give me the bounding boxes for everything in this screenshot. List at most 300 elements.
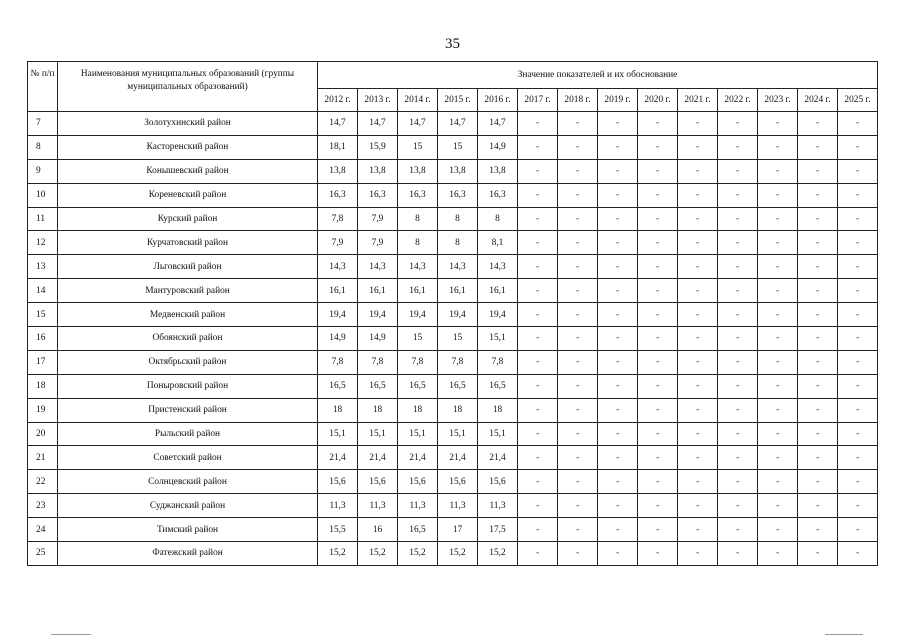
- value-cell: 19,4: [438, 303, 478, 327]
- year-header: 2024 г.: [798, 89, 838, 112]
- table-row: [28, 350, 878, 374]
- value-cell: -: [638, 494, 678, 518]
- value-cell: -: [758, 542, 798, 566]
- value-cell: -: [838, 231, 878, 255]
- value-cell: 21,4: [358, 446, 398, 470]
- municipality-name-cell: Курский район: [58, 207, 318, 231]
- value-cell: -: [838, 446, 878, 470]
- row-number-cell: 23: [28, 494, 58, 518]
- value-cell: 19,4: [478, 303, 518, 327]
- value-cell: -: [798, 231, 838, 255]
- value-cell: 11,3: [398, 494, 438, 518]
- table-row: [28, 183, 878, 207]
- municipality-name-cell: Советский район: [58, 446, 318, 470]
- value-cell: -: [838, 279, 878, 303]
- values-group-header: Значение показателей и их обоснование: [318, 62, 878, 89]
- value-cell: -: [558, 518, 598, 542]
- value-cell: 15,1: [438, 422, 478, 446]
- table-row: [28, 494, 878, 518]
- value-cell: -: [758, 422, 798, 446]
- value-cell: 16,3: [478, 183, 518, 207]
- value-cell: -: [558, 183, 598, 207]
- value-cell: 21,4: [438, 446, 478, 470]
- value-cell: -: [758, 279, 798, 303]
- value-cell: -: [598, 327, 638, 351]
- value-cell: -: [718, 303, 758, 327]
- value-cell: -: [678, 207, 718, 231]
- value-cell: -: [518, 470, 558, 494]
- value-cell: 7,8: [358, 350, 398, 374]
- value-cell: 15: [438, 327, 478, 351]
- value-cell: -: [678, 446, 718, 470]
- table-row: [28, 446, 878, 470]
- value-cell: 14,7: [358, 112, 398, 136]
- value-cell: -: [558, 135, 598, 159]
- value-cell: -: [758, 446, 798, 470]
- value-cell: 7,8: [398, 350, 438, 374]
- table-row: [28, 135, 878, 159]
- value-cell: -: [638, 135, 678, 159]
- value-cell: 19,4: [398, 303, 438, 327]
- table-row: [28, 422, 878, 446]
- value-cell: -: [518, 398, 558, 422]
- value-cell: -: [638, 255, 678, 279]
- value-cell: -: [798, 350, 838, 374]
- footer-rule-right: [825, 634, 863, 635]
- value-cell: 16,1: [318, 279, 358, 303]
- value-cell: -: [638, 327, 678, 351]
- row-number-header: № п/п: [28, 62, 58, 112]
- value-cell: -: [638, 350, 678, 374]
- value-cell: -: [638, 279, 678, 303]
- value-cell: 15,6: [398, 470, 438, 494]
- value-cell: 16,5: [358, 374, 398, 398]
- value-cell: 16: [358, 518, 398, 542]
- value-cell: 11,3: [478, 494, 518, 518]
- value-cell: -: [598, 279, 638, 303]
- value-cell: -: [718, 159, 758, 183]
- value-cell: -: [638, 422, 678, 446]
- value-cell: -: [798, 446, 838, 470]
- value-cell: -: [718, 231, 758, 255]
- value-cell: -: [678, 231, 718, 255]
- value-cell: -: [558, 279, 598, 303]
- value-cell: 15,1: [478, 327, 518, 351]
- value-cell: -: [678, 255, 718, 279]
- value-cell: -: [838, 398, 878, 422]
- value-cell: 16,3: [438, 183, 478, 207]
- value-cell: -: [638, 446, 678, 470]
- value-cell: -: [598, 446, 638, 470]
- row-number-cell: 11: [28, 207, 58, 231]
- value-cell: -: [718, 327, 758, 351]
- value-cell: 14,7: [478, 112, 518, 136]
- value-cell: -: [718, 494, 758, 518]
- row-number-cell: 21: [28, 446, 58, 470]
- value-cell: -: [518, 350, 558, 374]
- value-cell: -: [758, 470, 798, 494]
- value-cell: 14,9: [358, 327, 398, 351]
- row-number-cell: 12: [28, 231, 58, 255]
- value-cell: 14,9: [318, 327, 358, 351]
- value-cell: -: [718, 446, 758, 470]
- value-cell: 8: [478, 207, 518, 231]
- value-cell: -: [798, 470, 838, 494]
- value-cell: -: [718, 422, 758, 446]
- value-cell: -: [518, 159, 558, 183]
- year-header: 2022 г.: [718, 89, 758, 112]
- value-cell: -: [598, 255, 638, 279]
- value-cell: 19,4: [318, 303, 358, 327]
- table-body: [28, 112, 878, 566]
- year-header: 2016 г.: [478, 89, 518, 112]
- value-cell: -: [718, 374, 758, 398]
- value-cell: 14,7: [438, 112, 478, 136]
- municipality-name-cell: Льговский район: [58, 255, 318, 279]
- value-cell: 14,9: [478, 135, 518, 159]
- year-header: 2012 г.: [318, 89, 358, 112]
- value-cell: -: [558, 446, 598, 470]
- value-cell: -: [638, 231, 678, 255]
- value-cell: -: [838, 255, 878, 279]
- value-cell: 14,3: [438, 255, 478, 279]
- municipality-name-cell: Кореневский район: [58, 183, 318, 207]
- value-cell: -: [798, 207, 838, 231]
- value-cell: -: [798, 135, 838, 159]
- row-number-cell: 8: [28, 135, 58, 159]
- value-cell: -: [598, 398, 638, 422]
- value-cell: -: [598, 494, 638, 518]
- row-number-cell: 25: [28, 542, 58, 566]
- value-cell: 15,9: [358, 135, 398, 159]
- value-cell: -: [798, 518, 838, 542]
- value-cell: -: [518, 374, 558, 398]
- value-cell: -: [678, 398, 718, 422]
- value-cell: -: [758, 494, 798, 518]
- value-cell: -: [598, 231, 638, 255]
- value-cell: -: [718, 518, 758, 542]
- footer-rule-left: [51, 634, 91, 635]
- value-cell: -: [838, 542, 878, 566]
- value-cell: -: [518, 231, 558, 255]
- value-cell: -: [558, 159, 598, 183]
- value-cell: 18,1: [318, 135, 358, 159]
- year-header: 2013 г.: [358, 89, 398, 112]
- table-row: [28, 303, 878, 327]
- value-cell: 16,1: [438, 279, 478, 303]
- row-number-cell: 7: [28, 112, 58, 136]
- row-number-cell: 20: [28, 422, 58, 446]
- value-cell: 15,6: [318, 470, 358, 494]
- value-cell: 14,3: [358, 255, 398, 279]
- municipality-name-cell: Курчатовский район: [58, 231, 318, 255]
- value-cell: -: [838, 303, 878, 327]
- value-cell: 16,1: [358, 279, 398, 303]
- value-cell: -: [598, 470, 638, 494]
- value-cell: 14,3: [398, 255, 438, 279]
- value-cell: 13,8: [438, 159, 478, 183]
- value-cell: -: [758, 207, 798, 231]
- value-cell: 14,7: [398, 112, 438, 136]
- value-cell: -: [718, 207, 758, 231]
- value-cell: -: [598, 303, 638, 327]
- value-cell: -: [678, 159, 718, 183]
- value-cell: 8: [398, 231, 438, 255]
- value-cell: 14,3: [478, 255, 518, 279]
- value-cell: -: [558, 207, 598, 231]
- value-cell: -: [518, 135, 558, 159]
- value-cell: 16,5: [318, 374, 358, 398]
- municipality-name-cell: Тимский район: [58, 518, 318, 542]
- municipality-name-cell: Обоянский район: [58, 327, 318, 351]
- year-header: 2015 г.: [438, 89, 478, 112]
- value-cell: 16,3: [398, 183, 438, 207]
- value-cell: 16,3: [318, 183, 358, 207]
- row-number-cell: 16: [28, 327, 58, 351]
- value-cell: -: [758, 350, 798, 374]
- value-cell: -: [558, 422, 598, 446]
- value-cell: -: [638, 183, 678, 207]
- value-cell: -: [518, 112, 558, 136]
- value-cell: -: [838, 159, 878, 183]
- value-cell: -: [678, 135, 718, 159]
- value-cell: -: [598, 350, 638, 374]
- value-cell: -: [838, 112, 878, 136]
- value-cell: -: [678, 350, 718, 374]
- table-row: [28, 112, 878, 136]
- value-cell: 15,2: [318, 542, 358, 566]
- value-cell: -: [758, 231, 798, 255]
- value-cell: -: [558, 112, 598, 136]
- value-cell: -: [838, 470, 878, 494]
- value-cell: 13,8: [398, 159, 438, 183]
- year-header: 2018 г.: [558, 89, 598, 112]
- value-cell: -: [558, 327, 598, 351]
- value-cell: -: [718, 470, 758, 494]
- value-cell: 15,6: [358, 470, 398, 494]
- value-cell: -: [838, 183, 878, 207]
- year-header: 2019 г.: [598, 89, 638, 112]
- value-cell: 11,3: [318, 494, 358, 518]
- value-cell: -: [518, 518, 558, 542]
- value-cell: -: [838, 207, 878, 231]
- value-cell: 18: [398, 398, 438, 422]
- value-cell: -: [758, 327, 798, 351]
- value-cell: -: [798, 542, 838, 566]
- municipality-name-cell: Конышевский район: [58, 159, 318, 183]
- value-cell: 7,8: [318, 350, 358, 374]
- value-cell: -: [678, 279, 718, 303]
- value-cell: -: [518, 494, 558, 518]
- value-cell: 7,8: [478, 350, 518, 374]
- year-header: 2017 г.: [518, 89, 558, 112]
- value-cell: 18: [358, 398, 398, 422]
- value-cell: -: [758, 398, 798, 422]
- value-cell: -: [598, 207, 638, 231]
- table-row: [28, 470, 878, 494]
- value-cell: -: [798, 279, 838, 303]
- value-cell: 19,4: [358, 303, 398, 327]
- value-cell: 8,1: [478, 231, 518, 255]
- table-row: [28, 398, 878, 422]
- value-cell: 11,3: [438, 494, 478, 518]
- value-cell: -: [678, 183, 718, 207]
- value-cell: -: [718, 542, 758, 566]
- value-cell: -: [598, 422, 638, 446]
- value-cell: -: [678, 374, 718, 398]
- value-cell: 7,8: [318, 207, 358, 231]
- value-cell: -: [758, 112, 798, 136]
- value-cell: -: [758, 303, 798, 327]
- value-cell: 7,9: [318, 231, 358, 255]
- municipality-name-cell: Суджанский район: [58, 494, 318, 518]
- value-cell: 16,5: [398, 518, 438, 542]
- table-row: [28, 231, 878, 255]
- value-cell: 15,2: [478, 542, 518, 566]
- value-cell: -: [638, 112, 678, 136]
- value-cell: 16,5: [478, 374, 518, 398]
- value-cell: -: [518, 446, 558, 470]
- row-number-cell: 22: [28, 470, 58, 494]
- value-cell: -: [798, 303, 838, 327]
- value-cell: -: [598, 374, 638, 398]
- year-header: 2014 г.: [398, 89, 438, 112]
- value-cell: -: [638, 159, 678, 183]
- municipality-name-cell: Поныровский район: [58, 374, 318, 398]
- year-header: 2023 г.: [758, 89, 798, 112]
- value-cell: -: [758, 183, 798, 207]
- value-cell: 17: [438, 518, 478, 542]
- value-cell: 15,6: [438, 470, 478, 494]
- value-cell: 8: [398, 207, 438, 231]
- value-cell: 21,4: [398, 446, 438, 470]
- table-header: [28, 62, 878, 112]
- value-cell: 7,9: [358, 207, 398, 231]
- value-cell: -: [518, 207, 558, 231]
- value-cell: -: [518, 327, 558, 351]
- municipality-name-cell: Фатежский район: [58, 542, 318, 566]
- value-cell: -: [558, 398, 598, 422]
- value-cell: -: [718, 135, 758, 159]
- municipality-name-cell: Рыльский район: [58, 422, 318, 446]
- value-cell: -: [678, 470, 718, 494]
- value-cell: -: [798, 327, 838, 351]
- value-cell: -: [558, 494, 598, 518]
- value-cell: 8: [438, 231, 478, 255]
- value-cell: 16,3: [358, 183, 398, 207]
- municipality-name-cell: Пристенский район: [58, 398, 318, 422]
- value-cell: -: [798, 422, 838, 446]
- value-cell: 13,8: [358, 159, 398, 183]
- value-cell: 21,4: [478, 446, 518, 470]
- value-cell: -: [678, 112, 718, 136]
- row-number-cell: 18: [28, 374, 58, 398]
- value-cell: -: [598, 159, 638, 183]
- value-cell: 13,8: [478, 159, 518, 183]
- value-cell: 17,5: [478, 518, 518, 542]
- value-cell: -: [798, 255, 838, 279]
- municipality-name-cell: Медвенский район: [58, 303, 318, 327]
- value-cell: -: [838, 327, 878, 351]
- value-cell: -: [558, 350, 598, 374]
- value-cell: -: [798, 494, 838, 518]
- value-cell: -: [798, 183, 838, 207]
- value-cell: -: [838, 422, 878, 446]
- indicator-table: [27, 61, 878, 566]
- value-cell: -: [558, 303, 598, 327]
- value-cell: 15,5: [318, 518, 358, 542]
- table-row: [28, 159, 878, 183]
- value-cell: 7,8: [438, 350, 478, 374]
- municipality-name-header: Наименования муниципальных образований (группы муниципальных образований): [58, 62, 318, 112]
- table-row: [28, 518, 878, 542]
- value-cell: -: [638, 542, 678, 566]
- value-cell: 18: [318, 398, 358, 422]
- value-cell: -: [798, 112, 838, 136]
- value-cell: -: [598, 135, 638, 159]
- value-cell: 11,3: [358, 494, 398, 518]
- value-cell: -: [758, 159, 798, 183]
- value-cell: -: [558, 255, 598, 279]
- value-cell: 16,1: [398, 279, 438, 303]
- value-cell: 18: [438, 398, 478, 422]
- value-cell: -: [678, 422, 718, 446]
- value-cell: 15: [438, 135, 478, 159]
- value-cell: 7,9: [358, 231, 398, 255]
- value-cell: -: [558, 542, 598, 566]
- value-cell: 15,1: [398, 422, 438, 446]
- value-cell: 15,1: [318, 422, 358, 446]
- year-header: 2020 г.: [638, 89, 678, 112]
- value-cell: -: [718, 350, 758, 374]
- value-cell: 15,1: [358, 422, 398, 446]
- value-cell: 8: [438, 207, 478, 231]
- value-cell: -: [518, 303, 558, 327]
- value-cell: -: [518, 255, 558, 279]
- table-row: [28, 327, 878, 351]
- row-number-cell: 19: [28, 398, 58, 422]
- value-cell: -: [638, 303, 678, 327]
- value-cell: -: [718, 183, 758, 207]
- value-cell: -: [518, 422, 558, 446]
- value-cell: -: [638, 470, 678, 494]
- value-cell: 15,2: [438, 542, 478, 566]
- value-cell: -: [718, 398, 758, 422]
- value-cell: -: [518, 542, 558, 566]
- value-cell: -: [718, 255, 758, 279]
- row-number-cell: 17: [28, 350, 58, 374]
- municipality-name-cell: Мантуровский район: [58, 279, 318, 303]
- value-cell: 15,2: [398, 542, 438, 566]
- value-cell: -: [678, 327, 718, 351]
- year-header: 2021 г.: [678, 89, 718, 112]
- row-number-cell: 13: [28, 255, 58, 279]
- value-cell: -: [838, 374, 878, 398]
- value-cell: -: [758, 135, 798, 159]
- value-cell: -: [638, 398, 678, 422]
- value-cell: -: [638, 374, 678, 398]
- value-cell: -: [718, 112, 758, 136]
- value-cell: 16,5: [398, 374, 438, 398]
- row-number-cell: 9: [28, 159, 58, 183]
- value-cell: -: [638, 207, 678, 231]
- value-cell: 14,3: [318, 255, 358, 279]
- value-cell: -: [598, 183, 638, 207]
- table-row: [28, 207, 878, 231]
- value-cell: -: [758, 374, 798, 398]
- value-cell: -: [598, 518, 638, 542]
- row-number-cell: 10: [28, 183, 58, 207]
